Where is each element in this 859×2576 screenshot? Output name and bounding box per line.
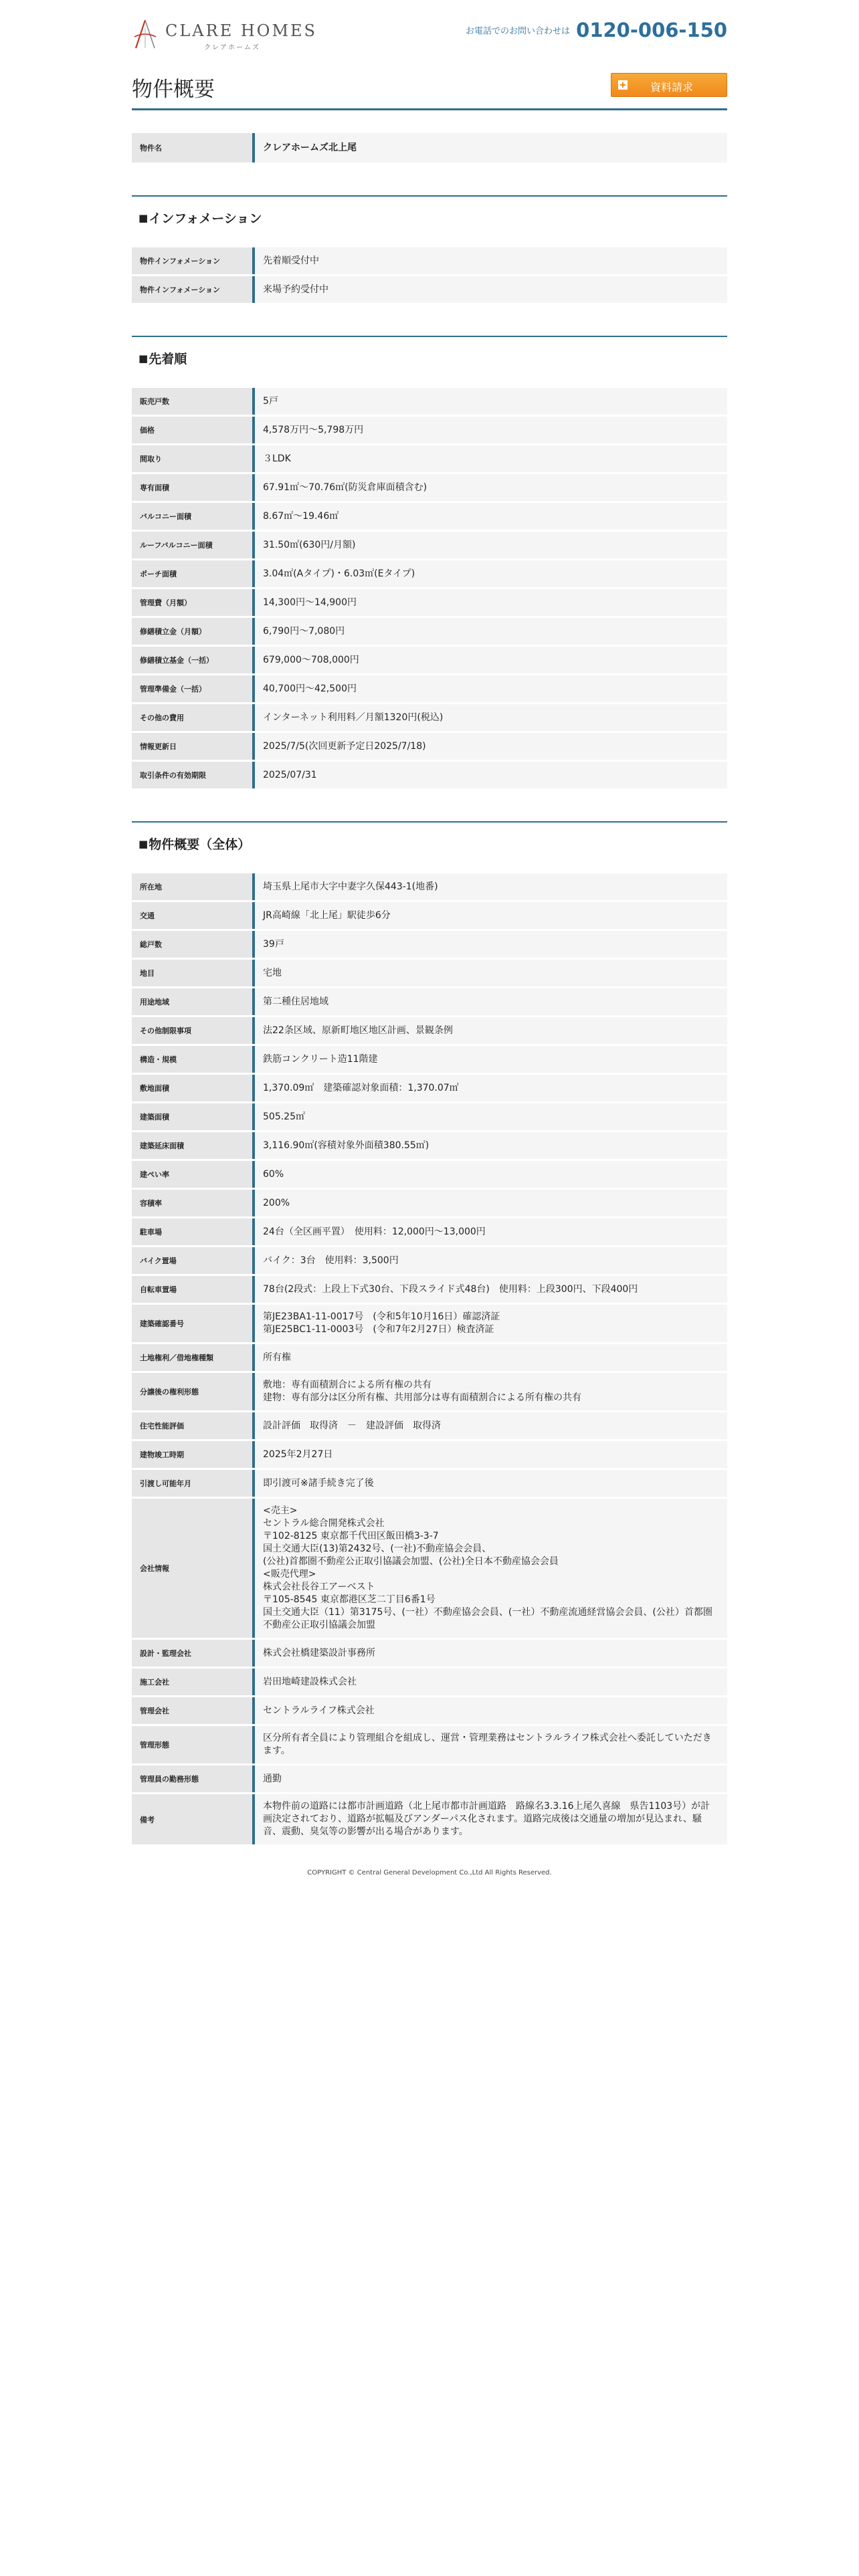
table-row: [132, 1344, 727, 1371]
row-label: 建築確認番号: [132, 1305, 255, 1342]
table-row: [132, 417, 727, 443]
row-value: 法22条区域、原新町地区地区計画、景観条例: [255, 1017, 727, 1044]
table-row: [132, 1499, 727, 1638]
section-information: [132, 195, 727, 305]
request-brochure-label: 資料請求: [650, 81, 694, 94]
row-label: 修繕積立金（月額）: [132, 618, 255, 645]
row-value: 14,300円〜14,900円: [255, 589, 727, 616]
row-value: 所有権: [255, 1344, 727, 1371]
row-value: 鉄筋コンクリート造11階建: [255, 1046, 727, 1073]
row-value: 第JE23BA1-11-0017号 (令和5年10月16日）確認済証 第JE25BC1-11-0003号 (令和7年2月27日）検査済証: [255, 1305, 727, 1342]
row-value: 679,000〜708,000円: [255, 647, 727, 673]
row-value: 宅地: [255, 960, 727, 986]
request-brochure-button[interactable]: [611, 73, 727, 97]
row-value: 2025/7/5(次回更新予定日2025/7/18): [255, 733, 727, 760]
row-value: ３LDK: [255, 445, 727, 472]
row-value: 株式会社橋建築設計事務所: [255, 1640, 727, 1667]
row-label: バルコニー面積: [132, 503, 255, 530]
table-row: [132, 589, 727, 616]
table-row: [132, 1190, 727, 1216]
table-row: [132, 1276, 727, 1303]
row-value: 24台（全区画平置） 使用料：12,000円〜13,000円: [255, 1218, 727, 1245]
row-label: 引渡し可能年月: [132, 1470, 255, 1497]
row-value: 67.91㎡〜70.76㎡(防災倉庫面積含む): [255, 474, 727, 501]
table-row: [132, 618, 727, 645]
contact-label: お電話でのお問い合わせは: [466, 26, 571, 37]
row-label: 物件名: [132, 133, 255, 163]
info-table: [132, 245, 727, 305]
row-label: ルーフバルコニー面積: [132, 532, 255, 558]
table-row: [132, 1017, 727, 1044]
row-value: 200%: [255, 1190, 727, 1216]
row-value: JR高崎線「北上尾」駅徒歩6分: [255, 902, 727, 929]
row-value: 通勤: [255, 1765, 727, 1792]
table-row: [132, 960, 727, 986]
row-label: 取引条件の有効期限: [132, 762, 255, 788]
table-row: [132, 931, 727, 958]
table-row: [132, 445, 727, 472]
row-label: 管理員の勤務形態: [132, 1765, 255, 1792]
table-row: [132, 560, 727, 587]
row-value: 2025/07/31: [255, 762, 727, 788]
table-row: [132, 503, 727, 530]
row-label: 専有面積: [132, 474, 255, 501]
row-label: その他の費用: [132, 704, 255, 731]
row-label: 自転車置場: [132, 1276, 255, 1303]
table-row: [132, 873, 727, 900]
section-heading: [138, 349, 727, 367]
table-row: [132, 1765, 727, 1792]
site-logo[interactable]: [132, 19, 317, 52]
row-label: ポーチ面積: [132, 560, 255, 587]
row-label: その他制限事項: [132, 1017, 255, 1044]
row-label: 地目: [132, 960, 255, 986]
property-name-value: クレアホームズ北上尾: [255, 133, 727, 163]
table-row: [132, 1132, 727, 1159]
table-row: [132, 1103, 727, 1130]
row-value: 5戸: [255, 388, 727, 415]
row-label: 分譲後の権利形態: [132, 1373, 255, 1410]
row-value: 埼玉県上尾市大字中妻字久保443-1(地番): [255, 873, 727, 900]
copyright: COPYRIGHT © Central General Development Co.,Ltd All Rights Reserved.: [307, 1869, 552, 1876]
row-value: 8.67㎡〜19.46㎡: [255, 503, 727, 530]
table-row: [132, 1373, 727, 1410]
table-row: [132, 133, 727, 163]
row-value: 505.25㎡: [255, 1103, 727, 1130]
row-label: 建築延床面積: [132, 1132, 255, 1159]
row-label: 施工会社: [132, 1669, 255, 1695]
row-value: 31.50㎡(630円/月額): [255, 532, 727, 558]
table-row: [132, 247, 727, 274]
row-label: 修繕積立基金（一括）: [132, 647, 255, 673]
table-row: [132, 1046, 727, 1073]
section-title: インフォメーション: [149, 211, 262, 226]
first-come-table: [132, 386, 727, 790]
row-label: 設計・監理会社: [132, 1640, 255, 1667]
row-value: 岩田地崎建設株式会社: [255, 1669, 727, 1695]
table-row: [132, 704, 727, 731]
row-label: 価格: [132, 417, 255, 443]
square-bullet-icon: ■: [138, 212, 149, 224]
section-heading: [138, 209, 727, 227]
table-row: [132, 733, 727, 760]
table-row: [132, 532, 727, 558]
table-row: [132, 1470, 727, 1497]
row-label: 駐車場: [132, 1218, 255, 1245]
row-value: <売主> セントラル総合開発株式会社 〒102-8125 東京都千代田区飯田橋3-3-7 国土交通大臣(13)第2432号、(一社)不動産協会会員、 (公社)首都圏不動産公正取引協議会加盟、(公社)全日本不動産協会会員 <販売代理> 株式会社長谷工アーベスト 〒105-8545 東京都港区芝二丁目6番1号 国土交通大臣（11）第3175号、(一社）不動産協会会員、(一社）不動産流通経営協会会員、(公社）首都圏不動産公正取引協議会加盟: [255, 1499, 727, 1638]
row-value: 78台(2段式：上段上下式30台、下段スライド式48台) 使用料：上段300円、下段400円: [255, 1276, 727, 1303]
row-value: セントラルライフ株式会社: [255, 1697, 727, 1724]
row-label: 間取り: [132, 445, 255, 472]
row-label: 構造・規模: [132, 1046, 255, 1073]
row-value: 4,578万円〜5,798万円: [255, 417, 727, 443]
row-value: 即引渡可※諸手続き完了後: [255, 1470, 727, 1497]
row-value: 60%: [255, 1161, 727, 1188]
table-row: [132, 1218, 727, 1245]
row-value: バイク：3台 使用料：3,500円: [255, 1247, 727, 1274]
contact-phone: [466, 19, 727, 41]
table-row: [132, 675, 727, 702]
site-header: [132, 0, 727, 53]
phone-number-link[interactable]: 0120-006-150: [576, 19, 727, 41]
table-row: [132, 1794, 727, 1844]
section-overview: [132, 821, 727, 1846]
table-row: [132, 1161, 727, 1188]
row-value: 3,116.90㎡(容積対象外面積380.55㎡): [255, 1132, 727, 1159]
section-title: 先着順: [149, 352, 187, 366]
square-bullet-icon: ■: [138, 838, 149, 850]
row-label: 建物竣工時期: [132, 1441, 255, 1468]
table-row: [132, 1640, 727, 1667]
row-label: 物件インフォメーション: [132, 276, 255, 303]
table-row: [132, 1669, 727, 1695]
table-row: [132, 474, 727, 501]
row-value: 区分所有者全員により管理組合を組成し、運営・管理業務はセントラルライフ株式会社へ委託していただきます。: [255, 1726, 727, 1763]
row-value: 6,790円〜7,080円: [255, 618, 727, 645]
plus-icon: [618, 80, 628, 90]
row-label: 交通: [132, 902, 255, 929]
table-row: [132, 762, 727, 788]
logo-subtitle: クレアホームズ: [204, 44, 260, 51]
table-row: [132, 1697, 727, 1724]
row-label: バイク置場: [132, 1247, 255, 1274]
row-value: 1,370.09㎡ 建築確認対象面積：1,370.07㎡: [255, 1075, 727, 1101]
logo-mark-icon: [132, 19, 159, 49]
row-value: 40,700円〜42,500円: [255, 675, 727, 702]
row-value: 3.04㎡(Aタイプ)・6.03㎡(Eタイプ): [255, 560, 727, 587]
overview-table: [132, 871, 727, 1846]
table-row: [132, 388, 727, 415]
row-label: 販売戸数: [132, 388, 255, 415]
row-value: 2025年2月27日: [255, 1441, 727, 1468]
table-row: [132, 1075, 727, 1101]
row-value: 39戸: [255, 931, 727, 958]
table-row: [132, 1441, 727, 1468]
row-label: 土地権利／借地権種類: [132, 1344, 255, 1371]
row-label: 用途地域: [132, 988, 255, 1015]
row-label: 敷地面積: [132, 1075, 255, 1101]
row-label: 総戸数: [132, 931, 255, 958]
row-label: 情報更新日: [132, 733, 255, 760]
page-title: 物件概要: [132, 78, 215, 102]
table-row: [132, 1412, 727, 1439]
row-label: 管理形態: [132, 1726, 255, 1763]
row-label: 住宅性能評価: [132, 1412, 255, 1439]
row-label: 所在地: [132, 873, 255, 900]
table-row: [132, 1305, 727, 1342]
row-value: 先着順受付中: [255, 247, 727, 274]
row-label: 建ぺい率: [132, 1161, 255, 1188]
row-value: 本物件前の道路には都市計画道路（北上尾市都市計画道路 路線名3.3.16上尾久喜線 県告1103号）が計画決定されており、道路が拡幅及びアンダーパス化されます。道路完成後は交通量の増加が見込まれ、騒音、震動、臭気等の影響が出る場合があります。: [255, 1794, 727, 1844]
row-value: 来場予約受付中: [255, 276, 727, 303]
row-label: 管理費（月額）: [132, 589, 255, 616]
row-value: 第二種住居地域: [255, 988, 727, 1015]
row-value: 敷地：専有面積割合による所有権の共有 建物：専有部分は区分所有権、共用部分は専有面積割合による所有権の共有: [255, 1373, 727, 1410]
table-row: [132, 902, 727, 929]
section-title: 物件概要（全体）: [149, 837, 251, 852]
table-row: [132, 276, 727, 303]
section-first-come: [132, 336, 727, 790]
table-row: [132, 1247, 727, 1274]
row-label: 容積率: [132, 1190, 255, 1216]
square-bullet-icon: ■: [138, 352, 149, 364]
row-label: 物件インフォメーション: [132, 247, 255, 274]
table-row: [132, 647, 727, 673]
row-label: 管理準備金（一括）: [132, 675, 255, 702]
table-row: [132, 1726, 727, 1763]
section-heading: [138, 835, 727, 853]
page-wrapper: [132, 0, 727, 1876]
row-label: 管理会社: [132, 1697, 255, 1724]
table-row: [132, 988, 727, 1015]
row-label: 会社情報: [132, 1499, 255, 1638]
row-label: 備考: [132, 1794, 255, 1844]
logo-name: CLARE HOMES: [165, 21, 317, 40]
row-label: 建築面積: [132, 1103, 255, 1130]
property-name-table: [132, 131, 727, 165]
row-value: 設計評価 取得済 － 建設評価 取得済: [255, 1412, 727, 1439]
row-value: インターネット利用料／月額1320円(税込): [255, 704, 727, 731]
page-title-bar: [132, 53, 727, 110]
